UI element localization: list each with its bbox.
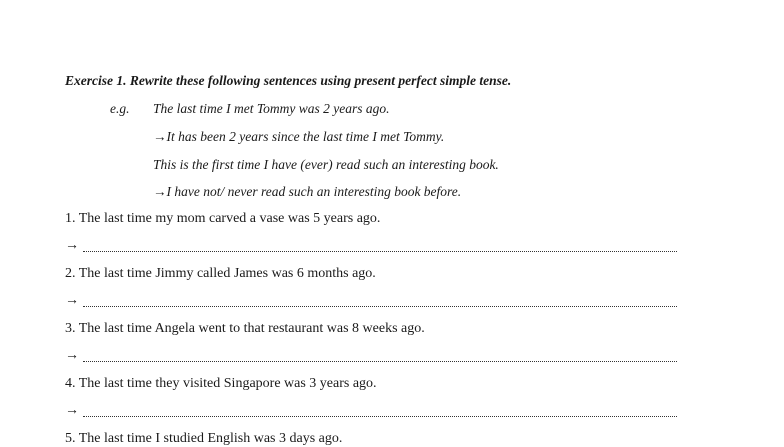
example-sentence-2-text: This is the first time I have (ever) read such an interesting book. xyxy=(153,157,499,172)
arrow-icon: → xyxy=(65,293,79,308)
example-answer-1-text: It has been 2 years since the last time I met Tommy. xyxy=(166,129,445,144)
question-1: 1. The last time my mom carved a vase was 5 years ago. xyxy=(65,211,381,226)
example-sentence-1 xyxy=(153,101,390,117)
arrow-icon: → xyxy=(153,184,167,199)
dotted-answer-line xyxy=(83,416,677,417)
exercise-title: Exercise 1. Rewrite these following sentences using present perfect simple tense. xyxy=(65,73,512,88)
dotted-answer-line xyxy=(83,251,677,252)
question-2: 2. The last time Jimmy called James was 6 months ago. xyxy=(65,266,376,281)
question-4: 4. The last time they visited Singapore was 3 years ago. xyxy=(65,376,377,391)
dotted-answer-line xyxy=(83,306,677,307)
answer-line-3[interactable] xyxy=(65,347,677,365)
example-answer-2 xyxy=(153,184,461,200)
example-answer-1 xyxy=(153,129,444,145)
dotted-answer-line xyxy=(83,361,677,362)
example-sentence-2 xyxy=(153,157,499,173)
question-5: 5. The last time I studied English was 3 days ago. xyxy=(65,431,343,446)
arrow-icon: → xyxy=(65,238,79,253)
arrow-icon: → xyxy=(65,348,79,363)
example-sentence-1-text: The last time I met Tommy was 2 years ago. xyxy=(153,101,390,116)
answer-line-1[interactable] xyxy=(65,237,677,255)
arrow-icon: → xyxy=(153,129,167,144)
example-answer-2-text: I have not/ never read such an interesting book before. xyxy=(166,184,462,199)
answer-line-4[interactable] xyxy=(65,402,677,420)
answer-line-2[interactable] xyxy=(65,292,677,310)
arrow-icon: → xyxy=(65,403,79,418)
question-3: 3. The last time Angela went to that restaurant was 8 weeks ago. xyxy=(65,321,425,336)
example-label: e.g. xyxy=(110,101,130,116)
